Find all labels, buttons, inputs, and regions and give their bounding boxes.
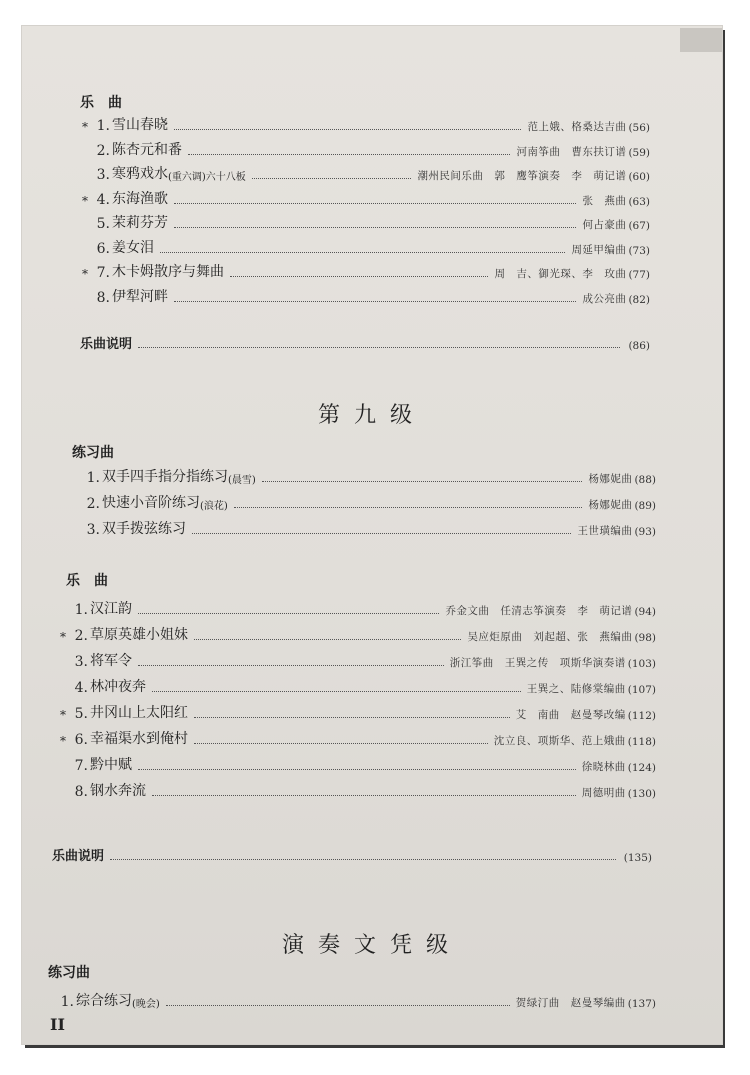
page-ref: (112) bbox=[627, 710, 656, 722]
entry-number: 6. bbox=[74, 732, 88, 748]
entry-number: 7. bbox=[74, 758, 88, 774]
entry-title: 林冲夜奔 bbox=[90, 679, 146, 695]
entry-number: 3. bbox=[86, 522, 100, 538]
entry-title: 伊犁河畔 bbox=[112, 288, 168, 305]
toc-entry[interactable] bbox=[78, 212, 650, 232]
entry-number: 1. bbox=[74, 602, 88, 618]
entry-number: 8. bbox=[96, 289, 110, 306]
leader-dots bbox=[192, 533, 571, 534]
leader-dots bbox=[194, 743, 488, 744]
entry-credit: 王巽之、陆修棠编曲 bbox=[526, 683, 626, 695]
entry-credit: 周延甲编曲 bbox=[571, 243, 627, 256]
optional-mark: * bbox=[82, 267, 88, 281]
leader-dots bbox=[152, 795, 576, 796]
toc-entry[interactable] bbox=[56, 598, 656, 618]
music-notes-title: 乐曲说明 bbox=[52, 849, 105, 864]
page-ref: (86) bbox=[628, 340, 650, 352]
page-ref: (56) bbox=[628, 122, 650, 134]
entry-title: 汉江韵 bbox=[90, 601, 132, 617]
toc-entry[interactable] bbox=[56, 728, 656, 748]
entry-credit: 周德明曲 bbox=[581, 787, 626, 799]
toc-entry[interactable] bbox=[78, 139, 650, 159]
section-heading-music: 乐 曲 bbox=[80, 95, 122, 111]
leader-dots bbox=[174, 203, 576, 204]
entry-number: 3. bbox=[74, 654, 88, 670]
toc-entry[interactable] bbox=[56, 702, 656, 722]
toc-entry[interactable] bbox=[56, 650, 656, 670]
entry-title: 快速小音阶练习 bbox=[102, 495, 200, 511]
section-heading-etudes: 练习曲 bbox=[48, 965, 90, 981]
optional-mark: * bbox=[60, 708, 66, 722]
entry-title: 草原英雄小姐妹 bbox=[90, 627, 188, 643]
entry-number: 5. bbox=[74, 706, 88, 722]
page-corner-shadow bbox=[680, 28, 722, 52]
entry-title: 黔中赋 bbox=[90, 757, 132, 773]
leader-dots bbox=[138, 665, 444, 666]
toc-entry[interactable] bbox=[56, 676, 656, 696]
entry-credit: 周 吉、御光琛、李 玫曲 bbox=[494, 268, 627, 280]
optional-mark: * bbox=[82, 193, 88, 208]
entry-title: 东海渔歌 bbox=[112, 190, 168, 207]
entry-title: 幸福渠水到俺村 bbox=[90, 731, 188, 747]
page-ref: (73) bbox=[628, 244, 650, 257]
page-ref: (118) bbox=[627, 736, 656, 748]
optional-mark: * bbox=[82, 120, 88, 134]
page-ref: (98) bbox=[634, 632, 656, 644]
entry-credit: 贺绿汀曲 赵曼琴编曲 bbox=[515, 997, 626, 1009]
page-ref: (63) bbox=[628, 195, 650, 208]
level-title: 演奏文凭级 bbox=[281, 933, 462, 958]
optional-mark: * bbox=[60, 734, 66, 748]
entry-number: 2. bbox=[86, 496, 100, 512]
section-heading-music: 乐 曲 bbox=[66, 573, 108, 589]
page-ref: (67) bbox=[628, 220, 650, 232]
leader-dots bbox=[230, 276, 488, 277]
leader-dots bbox=[262, 481, 583, 482]
entry-title: 双手四手指分指练习 bbox=[102, 469, 228, 485]
leader-dots bbox=[110, 859, 616, 860]
toc-entry[interactable] bbox=[78, 286, 650, 306]
toc-entry[interactable] bbox=[78, 114, 650, 134]
entry-subtitle: (晚会) bbox=[132, 999, 160, 1010]
section-heading-etudes: 练习曲 bbox=[72, 445, 114, 461]
entry-credit: 张 燕曲 bbox=[582, 194, 627, 207]
page-ref: (77) bbox=[628, 269, 650, 281]
leader-dots bbox=[166, 1005, 510, 1006]
entry-title: 将军令 bbox=[90, 653, 132, 669]
page-number: II bbox=[50, 1015, 65, 1034]
entry-title: 陈杏元和番 bbox=[112, 141, 182, 158]
entry-credit: 杨娜妮曲 bbox=[588, 473, 633, 485]
entry-credit: 乔金文曲 任清志筝演奏 李 萌记谱 bbox=[445, 605, 633, 617]
entry-number: 1. bbox=[60, 994, 74, 1010]
page-ref: (103) bbox=[627, 658, 656, 670]
page-ref: (107) bbox=[627, 684, 656, 696]
entry-credit: 杨娜妮曲 bbox=[588, 499, 633, 511]
entry-credit: 潮州民间乐曲 郭 鹰筝演奏 李 萌记谱 bbox=[417, 170, 627, 182]
leader-dots bbox=[160, 252, 565, 253]
entry-title: 双手拨弦练习 bbox=[102, 521, 186, 537]
page-ref: (89) bbox=[634, 500, 656, 512]
level-title: 第九级 bbox=[317, 403, 426, 428]
entry-number: 4. bbox=[96, 191, 110, 208]
toc-entry[interactable] bbox=[78, 163, 650, 183]
entry-credit: 徐晓林曲 bbox=[581, 761, 626, 773]
document-page bbox=[22, 26, 722, 1044]
toc-entry[interactable] bbox=[78, 492, 656, 512]
music-notes-title: 乐曲说明 bbox=[80, 337, 133, 352]
entry-title: 姜女泪 bbox=[112, 239, 154, 256]
entry-title: 寒鸦戏水 bbox=[112, 166, 168, 182]
entry-credit: 吴应炬原曲 刘起超、张 燕编曲 bbox=[467, 631, 633, 643]
music-notes-row[interactable] bbox=[52, 845, 652, 864]
toc-entry[interactable] bbox=[56, 624, 656, 644]
toc-entry[interactable] bbox=[52, 990, 656, 1010]
toc-entry[interactable] bbox=[78, 261, 650, 281]
page-ref: (124) bbox=[627, 762, 656, 774]
entry-credit: 何占豪曲 bbox=[582, 219, 627, 231]
entry-credit: 范上娥、格桑达吉曲 bbox=[527, 121, 627, 133]
entry-credit: 成公亮曲 bbox=[582, 292, 627, 305]
toc-entry[interactable] bbox=[78, 237, 650, 257]
leader-dots bbox=[194, 639, 461, 640]
page-ref: (137) bbox=[627, 998, 656, 1010]
page-ref: (94) bbox=[634, 606, 656, 618]
leader-dots bbox=[188, 154, 510, 155]
entry-title: 雪山春晓 bbox=[112, 117, 168, 133]
leader-dots bbox=[138, 613, 439, 614]
entry-number: 6. bbox=[96, 240, 110, 257]
leader-dots bbox=[174, 301, 576, 302]
page-ref: (82) bbox=[628, 293, 650, 306]
optional-mark: * bbox=[60, 630, 66, 644]
entry-title: 木卡姆散序与舞曲 bbox=[112, 264, 224, 280]
entry-credit: 沈立良、项斯华、范上娥曲 bbox=[493, 735, 626, 747]
toc-entry[interactable] bbox=[56, 780, 656, 800]
page-ref: (130) bbox=[627, 788, 656, 800]
entry-title: 井冈山上太阳红 bbox=[90, 705, 188, 721]
entry-title: 茉莉芬芳 bbox=[112, 215, 168, 231]
entry-number: 4. bbox=[74, 680, 88, 696]
entry-credit: 艾 南曲 赵曼琴改编 bbox=[515, 709, 626, 721]
entry-title: 钢水奔流 bbox=[90, 783, 146, 799]
page-ref: (59) bbox=[628, 146, 650, 159]
entry-number: 8. bbox=[74, 784, 88, 800]
leader-dots bbox=[252, 178, 412, 179]
toc-entry[interactable] bbox=[78, 188, 650, 208]
music-notes-row[interactable] bbox=[80, 333, 650, 352]
entry-number: 7. bbox=[96, 265, 110, 281]
entry-title: 综合练习 bbox=[76, 993, 132, 1009]
page-ref: (93) bbox=[634, 526, 656, 538]
entry-subtitle: (浪花) bbox=[200, 501, 228, 512]
page-ref: (135) bbox=[623, 852, 652, 864]
entry-subtitle: (重六调)六十八板 bbox=[168, 172, 246, 183]
entry-credit: 浙江筝曲 王巽之传 项斯华演奏谱 bbox=[449, 657, 626, 669]
entry-number: 1. bbox=[96, 118, 110, 134]
page-ref: (60) bbox=[628, 171, 650, 183]
entry-number: 1. bbox=[86, 470, 100, 486]
entry-subtitle: (晨雪) bbox=[228, 475, 256, 486]
entry-credit: 王世璜编曲 bbox=[577, 525, 633, 537]
entry-credit: 河南筝曲 曹东扶订谱 bbox=[516, 145, 627, 158]
leader-dots bbox=[138, 347, 620, 348]
entry-number: 3. bbox=[96, 167, 110, 183]
leader-dots bbox=[174, 129, 521, 130]
page-ref: (88) bbox=[634, 474, 656, 486]
leader-dots bbox=[234, 507, 583, 508]
entry-number: 5. bbox=[96, 216, 110, 232]
entry-number: 2. bbox=[74, 628, 88, 644]
leader-dots bbox=[152, 691, 521, 692]
entry-number: 2. bbox=[96, 142, 110, 159]
toc-entry[interactable] bbox=[78, 518, 656, 538]
toc-entry[interactable] bbox=[56, 754, 656, 774]
leader-dots bbox=[194, 717, 510, 718]
leader-dots bbox=[138, 769, 576, 770]
leader-dots bbox=[174, 227, 576, 228]
toc-entry[interactable] bbox=[78, 466, 656, 486]
